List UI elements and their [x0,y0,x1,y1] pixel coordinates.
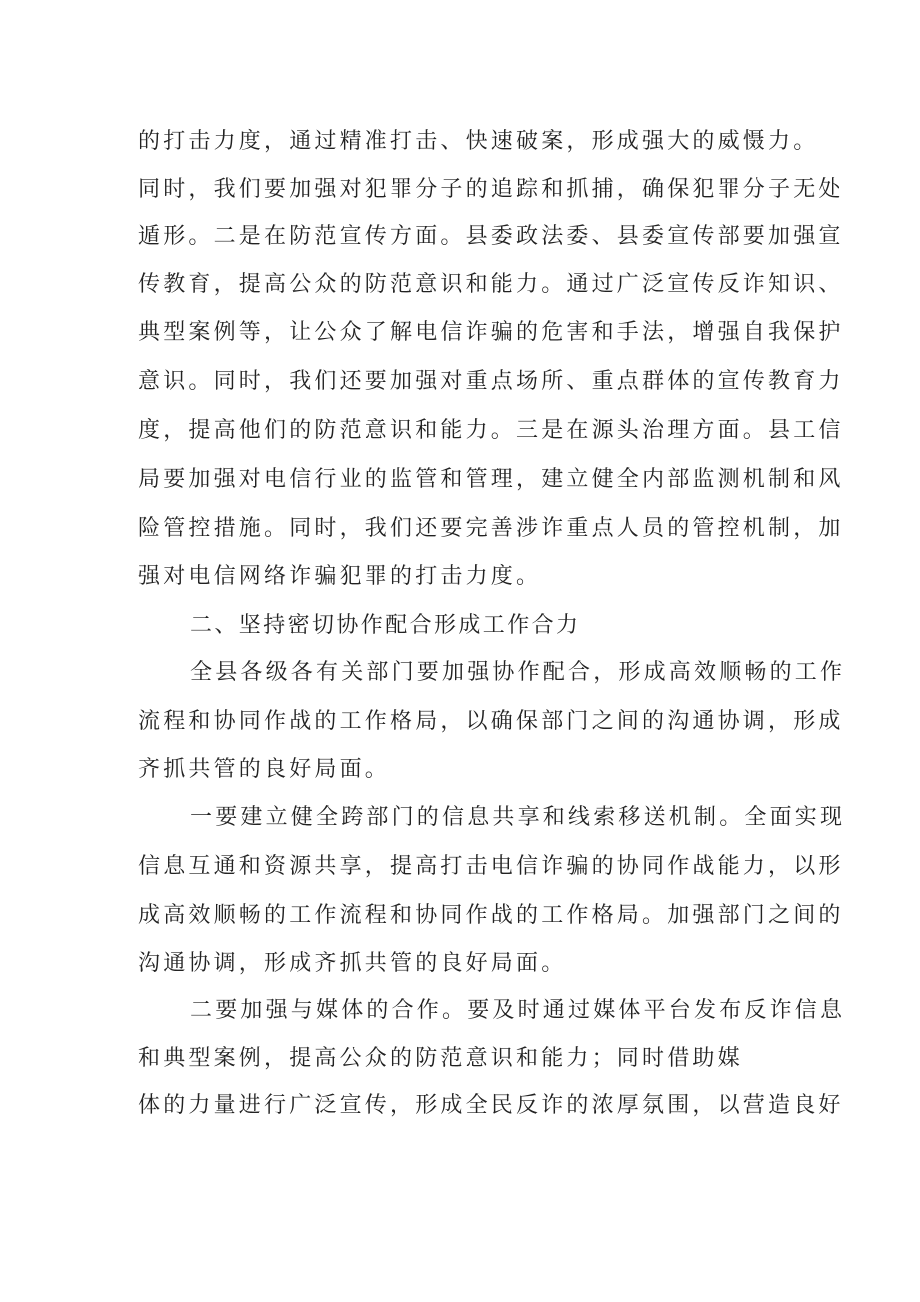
text-line: 局要加强对电信行业的监管和管理，建立健全内部监测机制和风 [138,467,844,492]
text-line: 遁形。二是在防范宣传方面。县委政法委、县委宣传部要加强宣 [138,224,844,249]
text-line: 信息互通和资源共享，提高打击电信诈骗的协同作战能力，以形 [138,854,844,879]
text-line: 齐抓共管的良好局面。 [138,757,391,782]
text-line: 同时，我们要加强对犯罪分子的追踪和抓捕，确保犯罪分子无处 [138,177,844,202]
text-line: 体的力量进行广泛宣传，形成全民反诈的浓厚氛围，以营造良好 [138,1093,844,1118]
text-line: 强对电信网络诈骗犯罪的打击力度。 [138,564,542,589]
text-line: 意识。同时，我们还要加强对重点场所、重点群体的宣传教育力 [138,369,844,394]
text-line: 的打击力度，通过精准打击、快速破案，形成强大的威慑力。 [138,129,819,154]
paragraph-first-line: 全县各级各有关部门要加强协作配合，形成高效顺畅的工作 [190,660,846,685]
text-line: 和典型案例，提高公众的防范意识和能力；同时借助媒 [138,1046,743,1071]
text-line: 成高效顺畅的工作流程和协同作战的工作格局。加强部门之间的 [138,903,844,928]
text-line: 流程和协同作战的工作格局，以确保部门之间的沟通协调，形成 [138,709,844,734]
text-line: 典型案例等，让公众了解电信诈骗的危害和手法，增强自我保护 [138,320,844,345]
text-line: 传教育，提高公众的防范意识和能力。通过广泛宣传反诈知识、 [138,272,844,297]
text-line: 险管控措施。同时，我们还要完善涉诈重点人员的管控机制，加 [138,516,844,541]
text-line: 沟通协调，形成齐抓共管的良好局面。 [138,951,567,976]
text-line: 度，提高他们的防范意识和能力。三是在源头治理方面。县工信 [138,418,844,443]
paragraph-first-line: 二要加强与媒体的合作。要及时通过媒体平台发布反诈信息 [190,998,846,1023]
section-heading: 二、坚持密切协作配合形成工作合力 [190,613,581,638]
paragraph-first-line: 一要建立健全跨部门的信息共享和线索移送机制。全面实现 [190,805,846,830]
